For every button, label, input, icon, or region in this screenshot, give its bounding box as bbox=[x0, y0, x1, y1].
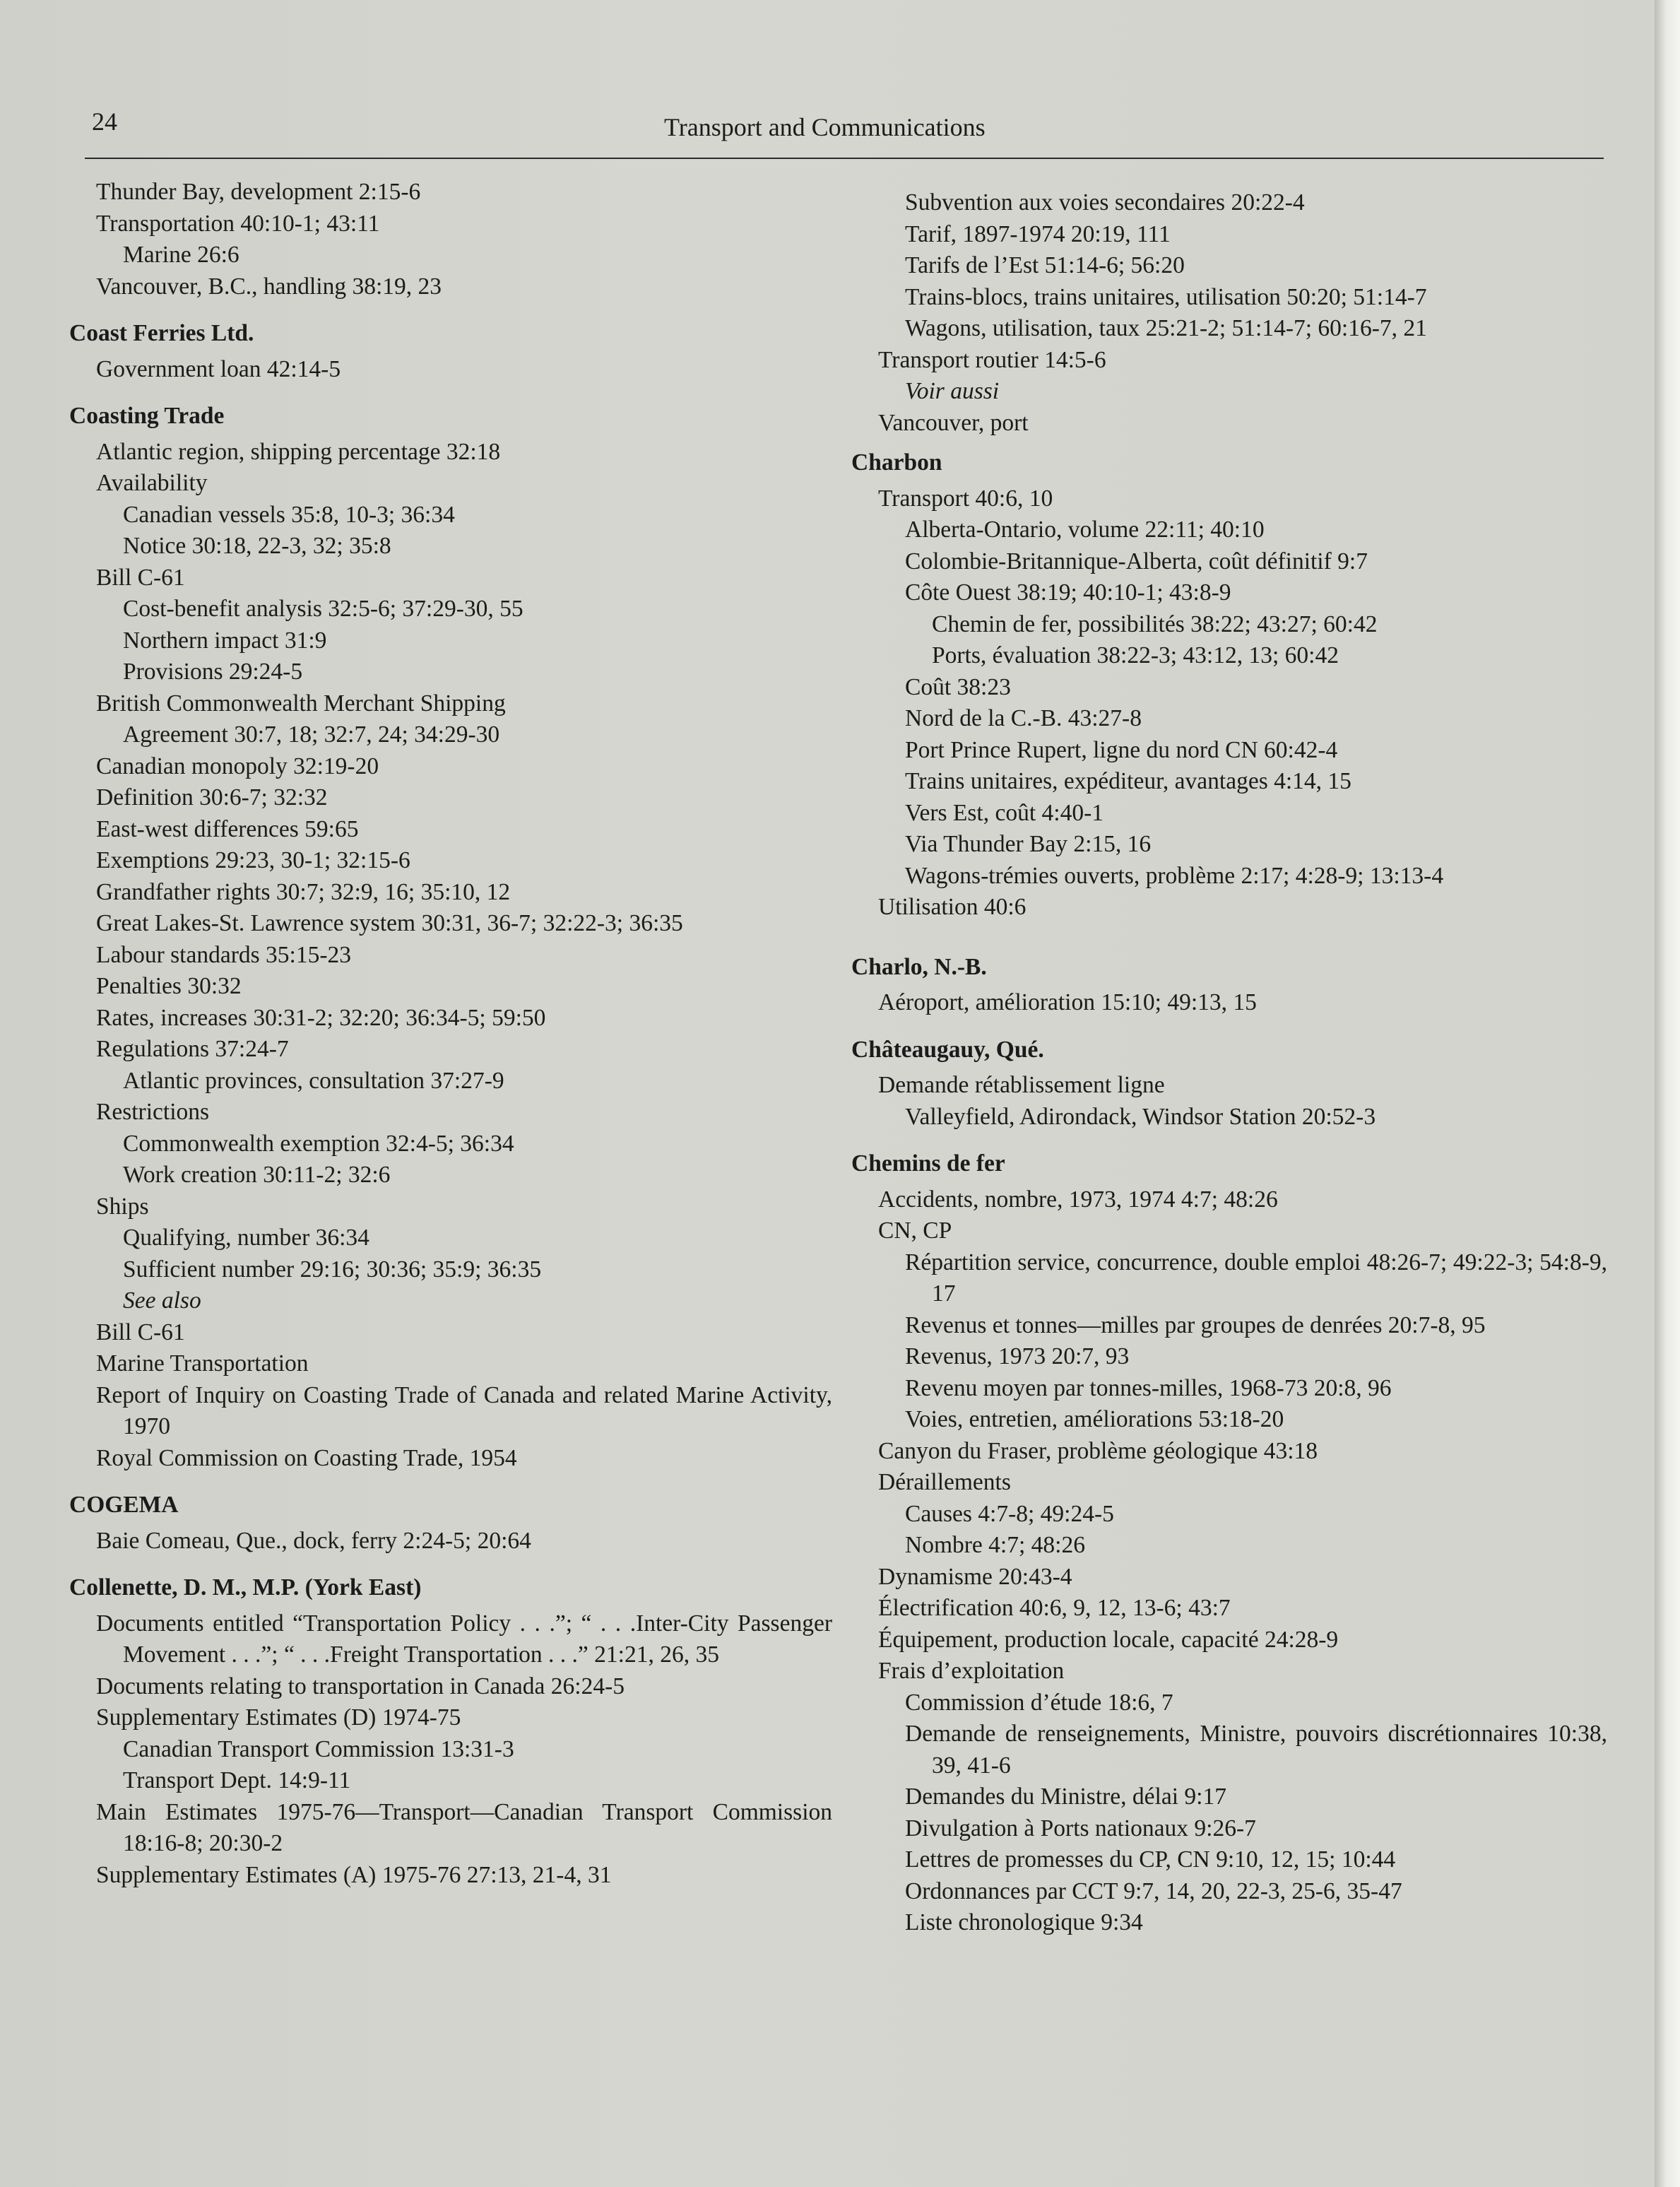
index-entry: Transport 40:6, 10 bbox=[878, 485, 1053, 512]
index-column-left bbox=[69, 177, 832, 1891]
index-entry: Dynamisme 20:43-4 bbox=[878, 1563, 1072, 1590]
index-entry: Aéroport, amélioration 15:10; 49:13, 15 bbox=[878, 989, 1257, 1015]
index-entry: Accidents, nombre, 1973, 1974 4:7; 48:26 bbox=[878, 1186, 1278, 1213]
index-heading: Charlo, N.-B. bbox=[851, 953, 987, 980]
index-entry: Northern impact 31:9 bbox=[123, 627, 327, 654]
index-entry: Bill C-61 bbox=[96, 564, 185, 591]
index-entry: Tarifs de l’Est 51:14-6; 56:20 bbox=[905, 252, 1185, 278]
index-entry: Subvention aux voies secondaires 20:22-4 bbox=[905, 189, 1305, 216]
index-entry: Ports, évaluation 38:22-3; 43:12, 13; 60:42 bbox=[932, 642, 1339, 668]
index-entry: Valleyfield, Adirondack, Windsor Station 20:52-3 bbox=[905, 1103, 1376, 1130]
index-entry: Atlantic provinces, consultation 37:27-9 bbox=[123, 1067, 504, 1094]
index-entry: Électrification 40:6, 9, 12, 13-6; 43:7 bbox=[878, 1595, 1231, 1621]
index-entry: Revenu moyen par tonnes-milles, 1968-73 20:8, 96 bbox=[905, 1374, 1392, 1401]
index-entry: Bill C-61 bbox=[96, 1319, 185, 1345]
index-entry: Definition 30:6-7; 32:32 bbox=[96, 784, 328, 810]
header-rule bbox=[85, 158, 1604, 159]
index-entry: Canyon du Fraser, problème géologique 43:18 bbox=[878, 1437, 1318, 1464]
index-entry: Documents relating to transportation in Canada 26:24-5 bbox=[96, 1673, 625, 1699]
index-entry: Demande rétablissement ligne bbox=[878, 1072, 1165, 1098]
index-entry: Revenus, 1973 20:7, 93 bbox=[905, 1343, 1130, 1369]
index-entry: Vers Est, coût 4:40-1 bbox=[905, 799, 1104, 826]
index-entry: Provisions 29:24-5 bbox=[123, 659, 303, 685]
index-entry: Trains-blocs, trains unitaires, utilisation 50:20; 51:14-7 bbox=[905, 283, 1427, 310]
index-entry: Divulgation à Ports nationaux 9:26-7 bbox=[905, 1815, 1256, 1841]
index-entry: Transportation 40:10-1; 43:11 bbox=[96, 210, 380, 237]
index-entry: See also bbox=[123, 1287, 201, 1314]
index-entry: Wagons-trémies ouverts, problème 2:17; 4:28-9; 13:13-4 bbox=[905, 862, 1444, 889]
index-entry: Voir aussi bbox=[905, 378, 1000, 404]
index-entry: Availability bbox=[96, 470, 208, 496]
index-entry: British Commonwealth Merchant Shipping bbox=[96, 690, 506, 717]
index-column-right bbox=[851, 187, 1607, 1939]
index-entry: Transport Dept. 14:9-11 bbox=[123, 1767, 351, 1793]
index-entry: Restrictions bbox=[96, 1099, 210, 1125]
index-entry: Grandfather rights 30:7; 32:9, 16; 35:10, 12 bbox=[96, 878, 511, 905]
index-entry: Marine Transportation bbox=[96, 1350, 309, 1377]
index-entry: Chemin de fer, possibilités 38:22; 43:27; 60:42 bbox=[932, 611, 1378, 637]
index-entry: Déraillements bbox=[878, 1469, 1011, 1495]
index-heading: Chemins de fer bbox=[851, 1150, 1005, 1177]
page-number: 24 bbox=[92, 107, 117, 136]
index-entry: Trains unitaires, expéditeur, avantages 4:14, 15 bbox=[905, 768, 1351, 794]
index-entry: Supplementary Estimates (D) 1974-75 bbox=[96, 1704, 461, 1731]
index-heading: COGEMA bbox=[69, 1492, 179, 1518]
index-entry: Alberta-Ontario, volume 22:11; 40:10 bbox=[905, 517, 1265, 543]
index-entry: Répartition service, concurrence, double emploi 48:26-7; 49:22-3; 54:8-9, 17 bbox=[905, 1249, 1607, 1307]
index-entry: Agreement 30:7, 18; 32:7, 24; 34:29-30 bbox=[123, 721, 500, 748]
index-entry: Causes 4:7-8; 49:24-5 bbox=[905, 1500, 1114, 1527]
index-entry: Revenus et tonnes—milles par groupes de denrées 20:7-8, 95 bbox=[905, 1311, 1486, 1338]
index-entry: Liste chronologique 9:34 bbox=[905, 1909, 1143, 1935]
index-entry: Colombie-Britannique-Alberta, coût définitif 9:7 bbox=[905, 548, 1368, 574]
index-heading: Coasting Trade bbox=[69, 403, 225, 429]
index-entry: Government loan 42:14-5 bbox=[96, 355, 341, 382]
index-entry: Qualifying, number 36:34 bbox=[123, 1225, 369, 1251]
index-entry: Canadian vessels 35:8, 10-3; 36:34 bbox=[123, 501, 455, 528]
index-heading: Châteaugauy, Qué. bbox=[851, 1036, 1044, 1063]
index-entry: Sufficient number 29:16; 30:36; 35:9; 36:35 bbox=[123, 1256, 542, 1283]
index-entry: Rates, increases 30:31-2; 32:20; 36:34-5; 59:50 bbox=[96, 1004, 546, 1031]
index-entry: Équipement, production locale, capacité 24:28-9 bbox=[878, 1626, 1339, 1653]
index-entry: Main Estimates 1975-76—Transport—Canadian Transport Commission 18:16-8; 20:30-2 bbox=[96, 1798, 832, 1856]
index-entry: Transport routier 14:5-6 bbox=[878, 346, 1106, 373]
index-entry: Supplementary Estimates (A) 1975-76 27:13, 21-4, 31 bbox=[96, 1861, 612, 1888]
index-entry: Ordonnances par CCT 9:7, 14, 20, 22-3, 25-6, 35-47 bbox=[905, 1877, 1402, 1904]
index-entry: Penalties 30:32 bbox=[96, 973, 242, 999]
index-entry: Demande de renseignements, Ministre, pouvoirs discrétionnaires 10:38, 39, 41-6 bbox=[905, 1721, 1607, 1779]
index-entry: Regulations 37:24-7 bbox=[96, 1036, 289, 1062]
index-entry: Labour standards 35:15-23 bbox=[96, 941, 351, 968]
index-entry: Marine 26:6 bbox=[123, 242, 239, 268]
index-entry: Demandes du Ministre, délai 9:17 bbox=[905, 1784, 1226, 1810]
index-entry: Nord de la C.-B. 43:27-8 bbox=[905, 705, 1142, 731]
index-heading: Collenette, D. M., M.P. (York East) bbox=[69, 1574, 422, 1601]
index-entry: Commonwealth exemption 32:4-5; 36:34 bbox=[123, 1130, 514, 1157]
index-entry: CN, CP bbox=[878, 1218, 952, 1244]
index-entry: Royal Commission on Coasting Trade, 1954 bbox=[96, 1444, 517, 1471]
index-entry: Thunder Bay, development 2:15-6 bbox=[96, 179, 421, 205]
index-entry: East-west differences 59:65 bbox=[96, 815, 359, 842]
book-spine-shadow bbox=[1655, 0, 1680, 2187]
index-entry: Great Lakes-St. Lawrence system 30:31, 36-7; 32:22-3; 36:35 bbox=[96, 910, 683, 936]
index-entry: Lettres de promesses du CP, CN 9:10, 12, 15; 10:44 bbox=[905, 1846, 1396, 1873]
index-entry: Canadian Transport Commission 13:31-3 bbox=[123, 1735, 514, 1762]
index-entry: Commission d’étude 18:6, 7 bbox=[905, 1689, 1173, 1716]
index-entry: Notice 30:18, 22-3, 32; 35:8 bbox=[123, 533, 391, 559]
index-entry: Tarif, 1897-1974 20:19, 111 bbox=[905, 220, 1171, 247]
index-entry: Port Prince Rupert, ligne du nord CN 60:42-4 bbox=[905, 736, 1338, 763]
index-entry: Frais d’exploitation bbox=[878, 1658, 1065, 1684]
index-entry: Report of Inquiry on Coasting Trade of Canada and related Marine Activity, 1970 bbox=[96, 1381, 832, 1439]
index-heading: Charbon bbox=[851, 449, 942, 476]
index-entry: Vancouver, port bbox=[878, 409, 1029, 436]
index-entry: Work creation 30:11-2; 32:6 bbox=[123, 1162, 391, 1188]
index-entry: Voies, entretien, améliorations 53:18-20 bbox=[905, 1406, 1284, 1432]
index-entry: Atlantic region, shipping percentage 32:18 bbox=[96, 438, 501, 465]
index-entry: Documents entitled “Transportation Policy . . .”; “ . . .Inter-City Passenger Movement . . .”; “ . . .Freight Transportation . . .” 21:21, 26, 35 bbox=[96, 1610, 832, 1668]
index-entry: Baie Comeau, Que., dock, ferry 2:24-5; 20:64 bbox=[96, 1527, 531, 1554]
index-entry: Nombre 4:7; 48:26 bbox=[905, 1532, 1085, 1558]
index-entry: Exemptions 29:23, 30-1; 32:15-6 bbox=[96, 847, 410, 873]
index-entry: Via Thunder Bay 2:15, 16 bbox=[905, 831, 1152, 857]
index-heading: Coast Ferries Ltd. bbox=[69, 320, 254, 346]
index-entry: Vancouver, B.C., handling 38:19, 23 bbox=[96, 273, 442, 300]
index-entry: Canadian monopoly 32:19-20 bbox=[96, 753, 379, 779]
index-entry: Utilisation 40:6 bbox=[878, 894, 1027, 920]
index-entry: Côte Ouest 38:19; 40:10-1; 43:8-9 bbox=[905, 579, 1231, 606]
index-entry: Coût 38:23 bbox=[905, 673, 1011, 700]
index-entry: Cost-benefit analysis 32:5-6; 37:29-30, 55 bbox=[123, 596, 523, 622]
index-entry: Ships bbox=[96, 1193, 149, 1220]
running-title: Transport and Communications bbox=[664, 113, 986, 141]
index-entry: Wagons, utilisation, taux 25:21-2; 51:14-7; 60:16-7, 21 bbox=[905, 315, 1427, 341]
